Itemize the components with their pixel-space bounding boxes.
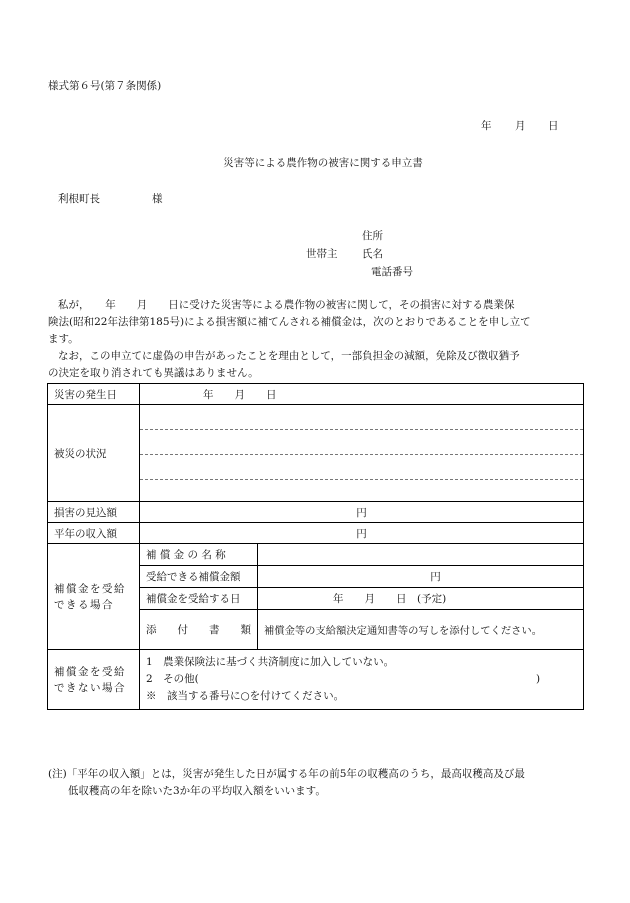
application-table [47,383,584,710]
disaster-date-label: 災害の発生日 [48,384,140,405]
cannot-receive-label [48,650,140,710]
attachment-value: 補償金等の支給額決定通知書等の写しを添付してください。 [258,610,584,650]
damage-status-label: 被災の状況 [48,405,140,502]
can-receive-label [48,544,140,650]
statement-line: 険法(昭和22年法律第185号)による損害額に補てんされる補償金は，次のとおりであることを申し立て [48,316,531,328]
footnote-line: (注)「平年の収入額」とは，災害が発生した日が属する年の前5年の収穫高のうち，最高収穫高及び最 [48,768,525,780]
can-receive-label-line: できる場合 [54,598,114,611]
declaration-line: の決定を取り消されても異議はありません。 [48,367,259,379]
comp-date-field[interactable] [258,588,584,610]
addressee-name: 利根町長 [58,193,100,205]
comp-name-field[interactable] [258,544,584,566]
expected-loss-label: 損害の見込額 [48,502,140,523]
addressee-honorific: 様 [152,193,163,205]
date-year: 年 [481,120,492,132]
option-other-close: ) [536,673,541,685]
option-not-enrolled: 1 農業保険法に基づく共済制度に加入していない。 [146,656,395,668]
expected-loss-field[interactable] [140,502,584,523]
attachment-label: 添 付 書 類 [140,610,258,650]
statement-line: ます。 [48,333,79,345]
form-number: 様式第６号(第７条関係) [48,80,162,92]
comp-date-value: 年 月 日 (予定) [333,593,447,605]
disaster-date-value: 年 月 日 [203,388,277,401]
address-label: 住所 [362,230,383,242]
disaster-date-field[interactable] [140,384,584,405]
cannot-receive-label-line: できない場合 [54,681,126,694]
can-receive-label-line: 補償金を受給 [54,582,126,595]
yen-unit: 円 [430,571,441,583]
cannot-receive-options[interactable] [140,650,584,710]
date-day: 日 [548,120,559,132]
householder-label: 世帯主 [306,248,338,260]
name-label: 氏名 [362,248,383,260]
option-other-text: 2 その他( [146,673,199,685]
damage-status-field[interactable] [140,405,584,502]
declaration-line: なお，この申立てに虚偽の申告があったことを理由として，一部負担金の減額，免除及び徴収猶予 [58,350,520,362]
footnote-line: 低収穫高の年を除いた3か年の平均収入額をいいます。 [68,785,326,797]
normal-income-label: 平年の収入額 [48,523,140,544]
yen-unit: 円 [356,506,367,519]
option-other [146,671,577,688]
date-month: 月 [515,120,526,132]
phone-label: 電話番号 [371,266,413,278]
comp-date-label: 補償金を受給する日 [140,588,258,610]
footnote [48,766,588,800]
yen-unit: 円 [356,527,367,540]
normal-income-field[interactable] [140,523,584,544]
document-title: 災害等による農作物の被害に関する申立書 [223,157,423,169]
comp-amount-field[interactable] [258,566,584,588]
comp-name-label: 補 償 金 の 名 称 [140,544,258,566]
statement-paragraph [48,297,580,382]
cannot-receive-label-line: 補償金を受給 [54,665,126,678]
statement-line: 私が， 年 月 日に受けた災害等による農作物の被害に関して，その損害に対する農業保 [58,299,515,311]
dashed-line [140,479,583,480]
comp-amount-label: 受給できる補償金額 [140,566,258,588]
option-instruction: ※ 該当する番号に○を付けてください。 [146,690,345,702]
